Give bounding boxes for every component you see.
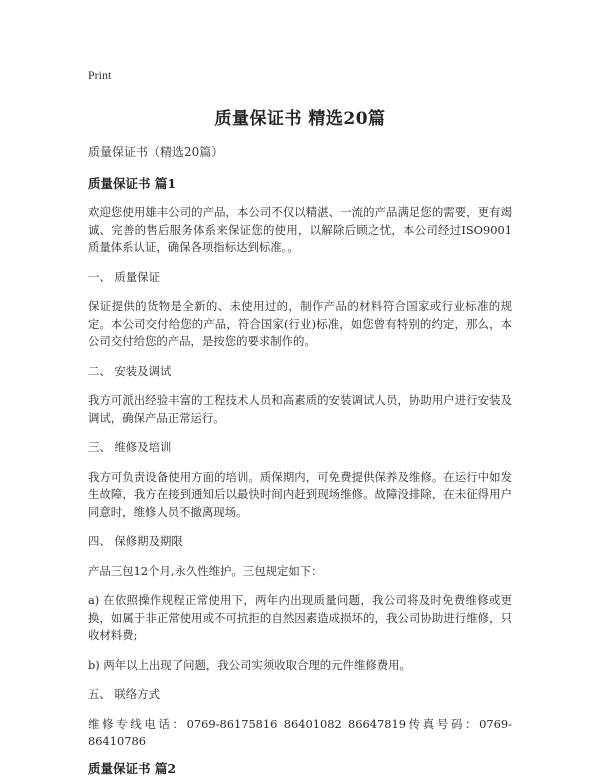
contact-paragraph: 维修专线电话：0769-86175816 86401082 86647819传真号码：0769-86410786 <box>88 716 512 748</box>
heading-warranty-period: 四、 保修期及期限 <box>88 534 183 548</box>
installation-paragraph: 我方可派出经验丰富的工程技术人员和高素质的安装调试人员，协助用户进行安装及调试，确保产品正常运行。 <box>88 393 512 425</box>
intro-paragraph: 欢迎您使用雄丰公司的产品，本公司不仅以精湛、一流的产品满足您的需要，更有竭诚、完善的售后服务体系来保证您的使用，以解除后顾之忧，本公司经过ISO9001质量体系认证，确保各项指标达到标准。。 <box>88 205 512 254</box>
document-title: 质量保证书 精选20篇 <box>214 109 386 129</box>
heading-quality-guarantee: 一、 质量保证 <box>88 269 160 284</box>
quality-guarantee-paragraph: 保证提供的货物是全新的、未使用过的，制作产品的材料符合国家或行业标准的规定。本公司交付给您的产品，符合国家(行业)标准，如您曾有特别的约定，那么，本公司交付给您的产品，是按您的要求制作的。 <box>88 299 512 348</box>
print-link[interactable]: Print <box>88 68 112 82</box>
warranty-term-b: b) 两年以上出现了问题，我公司实须收取合理的元件维修费用。 <box>88 657 411 672</box>
document-subtitle: 质量保证书（精选20篇） <box>88 145 224 159</box>
maintenance-paragraph: 我方可负责设备使用方面的培训。质保期内，可免费提供保养及维修。在运行中如发生故障，我方在接到通知后以最快时间内赶到现场维修。故障没排除，在未征得用户同意时，维修人员不撤离现场。 <box>88 469 512 519</box>
heading-maintenance: 三、 维修及培训 <box>88 440 172 454</box>
heading-installation: 二、 安装及调试 <box>88 363 172 378</box>
warranty-term-a: a) 在依照操作规程正常使用下，两年内出现质量问题，我公司将及时免费维修或更换，如属于非正常使用或不可抗拒的自然因素造成损坏的，我公司协助进行维修，只收材料费; <box>88 593 512 642</box>
warranty-terms-intro: 产品三包12个月,永久性维护。三包规定如下： <box>88 563 323 578</box>
section-heading-1: 质量保证书 篇1 <box>88 176 177 191</box>
heading-contact: 五、 联络方式 <box>88 687 160 701</box>
section-heading-2: 质量保证书 篇2 <box>88 760 177 776</box>
